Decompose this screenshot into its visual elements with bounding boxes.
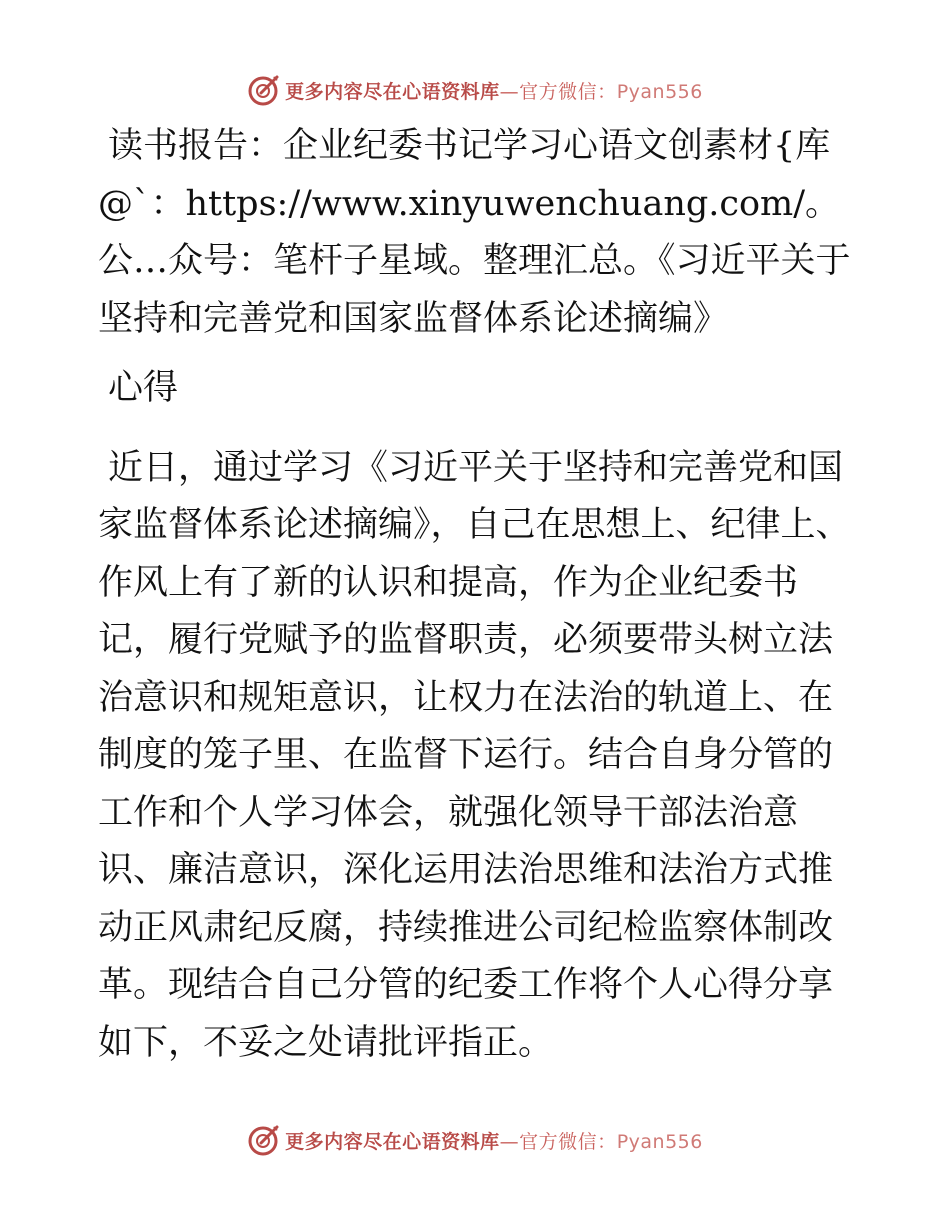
logo-icon	[247, 73, 281, 107]
body-paragraph: 近日，通过学习《习近平关于坚持和完善党和国家监督体系论述摘编》，自己在思想上、纪律上、作风上有了新的认识和提高，作为企业纪委书记，履行党赋予的监督职责，必须要带头树立法治意识和规矩意识，让权力在法治的轨道上、在制度的笼子里、在监督下运行。结合自身分管的工作和个人学习体会，就强化领导干部法治意识、廉洁意识，深化运用法治思维和法治方式推动正风肃纪反腐，持续推进公司纪检监察体制改革。现结合自己分管的纪委工作将个人心得分享如下，不妥之处请批评指正。	[98, 447, 851, 1063]
section-heading: 心得	[108, 368, 179, 408]
footer-banner	[0, 1120, 950, 1160]
title-paragraph: 读书报告：企业纪委书记学习心语文创素材{库@`：https://www.xinyuwenchuang.com/。公…众号：笔杆子星域。整理汇总。《习近平关于坚持和完善党和国家监督体系论述摘编》	[98, 126, 851, 339]
document-body	[98, 118, 858, 1072]
banner-text: 更多内容尽在心语资料库—官方微信：Pyan556	[285, 80, 703, 103]
header-banner	[0, 70, 950, 110]
banner-text: 更多内容尽在心语资料库—官方微信：Pyan556	[285, 1130, 703, 1153]
logo-icon	[247, 1123, 281, 1157]
